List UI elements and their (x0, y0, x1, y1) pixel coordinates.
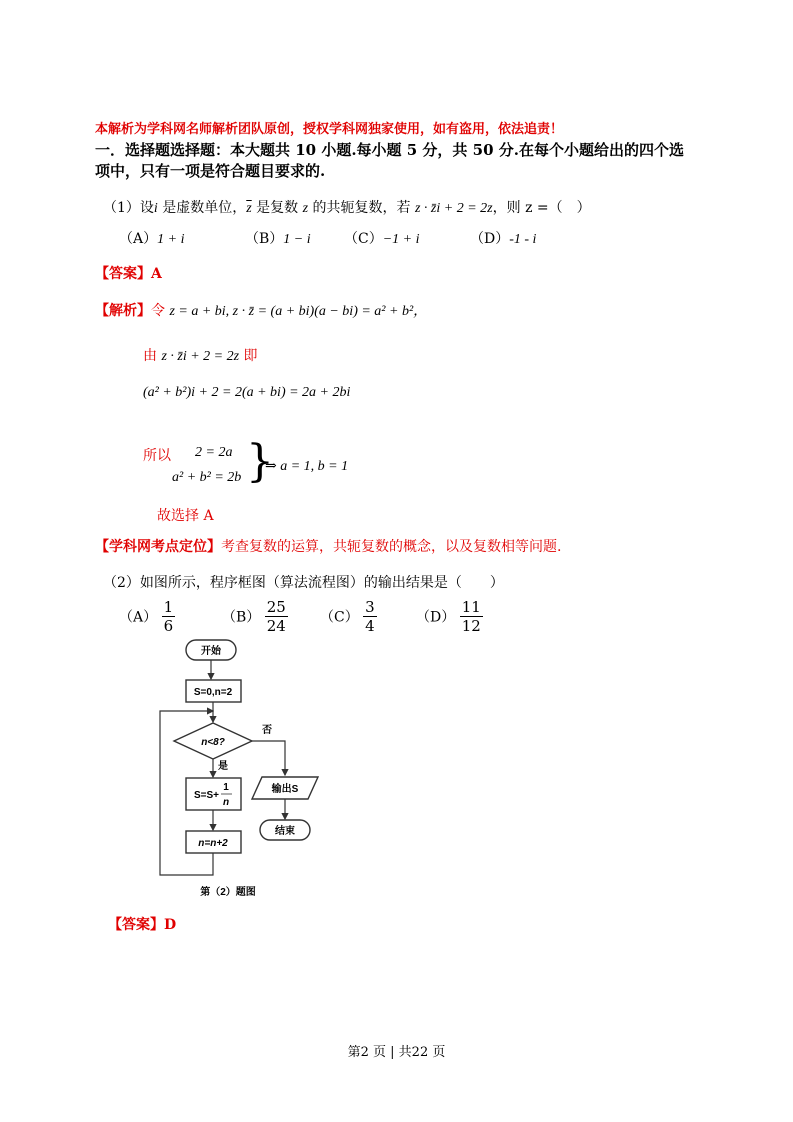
q1-step1-formula: z · z̄i + 2 = 2z (161, 349, 240, 364)
q1-stem-equation: z · z̄i + 2 = 2z (414, 201, 493, 216)
q1-kp-text: 考查复数的运算，共轭复数的概念，以及复数相等问题. (221, 539, 562, 555)
q2-option-c-den: 4 (365, 617, 375, 635)
q1-option-d-label: （D） (470, 231, 510, 247)
q1-stem-mid2: 是复数 (251, 200, 303, 216)
flow-update-den: n (222, 797, 230, 808)
q2-answer-tag: 【答案】 (108, 917, 164, 933)
q1-stem (103, 197, 591, 217)
flow-increment-text: n=n+2 (198, 838, 228, 849)
q1-option-b (245, 228, 311, 248)
copyright-notice: 本解析为学科网名师解析团队原创，授权学科网独家使用，如有盗用，依法追责！ (95, 122, 564, 137)
q1-analysis-tag: 【解析】 (95, 303, 151, 319)
q1-system-line2: a² + b² = 2b (172, 470, 242, 485)
q2-option-a-num: 1 (163, 598, 174, 616)
q1-so-label: 所以 (143, 448, 171, 464)
q1-choose: 故选择 A (157, 508, 214, 524)
q2-stem: （2）如图所示，程序框图（算法流程图）的输出结果是（ ） (103, 575, 504, 591)
flow-output-text: 输出S (271, 784, 299, 795)
q2-option-d-label: （D） (416, 609, 456, 626)
flow-caption: 第（2）题图 (200, 887, 256, 898)
q2-flowchart (150, 635, 350, 905)
flow-update-num: 1 (223, 782, 229, 793)
flow-update-text: S=S+ (194, 790, 220, 801)
q1-knowledge-point (95, 536, 561, 556)
q1-option-a-value: 1 + i (157, 232, 185, 247)
q1-analysis-prefix: 令 (151, 303, 170, 319)
q1-system-result: ⇒ a = 1, b = 1 (265, 459, 349, 474)
q1-step1-prefix: 由 (143, 348, 162, 364)
q2-option-c-fraction (363, 598, 377, 635)
q1-option-d-value: -1 - i (509, 232, 537, 247)
q2-option-d (416, 598, 483, 635)
q1-stem-mid3: 的共轭复数，若 (308, 200, 415, 216)
q1-step2: (a² + b²)i + 2 = 2(a + bi) = 2a + 2bi (143, 385, 351, 400)
q2-option-c-label: （C） (320, 609, 359, 626)
flow-condition-text: n<8? (201, 737, 225, 748)
flow-no-label: 否 (262, 725, 272, 736)
q1-system-brace: } (246, 436, 274, 487)
q1-stem-z: z (302, 201, 309, 216)
flow-yes-label: 是 (218, 761, 228, 772)
q1-system-line1: 2 = 2a (195, 445, 233, 460)
q2-option-c (320, 598, 377, 635)
q2-option-c-num: 3 (365, 598, 375, 616)
q1-answer-value: A (151, 266, 162, 282)
q2-option-b-den: 24 (266, 617, 286, 635)
q1-analysis-formula: z = a + bi, z · z̄ = (a + bi)(a − bi) = a² + b²， (169, 304, 428, 319)
q2-option-d-fraction (460, 598, 483, 635)
q2-option-b-label: （B） (222, 609, 261, 626)
q2-option-b (222, 598, 288, 635)
q1-step1 (143, 345, 258, 365)
q2-answer (108, 914, 176, 934)
q1-option-c-value: −1 + i (382, 232, 420, 247)
q2-option-a-den: 6 (163, 617, 174, 635)
q1-stem-end: ，则 z =（ ） (492, 200, 591, 216)
page-footer: 第2 页 | 共22 页 (347, 1045, 446, 1060)
q1-step1-suffix: 即 (239, 348, 258, 364)
section-title-line1: 一．选择题选择题：本大题共 10 小题.每小题 5 分，共 50 分.在每个小题给出的四个选 (95, 141, 684, 159)
q2-option-b-fraction (265, 598, 288, 635)
q2-option-b-num: 25 (266, 598, 286, 616)
q1-option-b-value: 1 − i (283, 232, 311, 247)
q1-option-a (119, 228, 184, 248)
q1-kp-tag: 【学科网考点定位】 (95, 539, 221, 555)
q1-stem-zbar: $\overline{z}$ (246, 201, 252, 216)
q1-option-a-label: （A） (119, 231, 158, 247)
q1-option-b-label: （B） (245, 231, 284, 247)
q2-option-d-num: 11 (461, 598, 481, 616)
q2-option-a-label: （A） (119, 609, 158, 626)
flow-init-text: S=0,n=2 (193, 687, 233, 698)
q2-option-a-fraction (162, 598, 176, 635)
q1-stem-i: i (153, 201, 158, 216)
flow-start-text: 开始 (201, 646, 221, 657)
q1-answer (95, 263, 162, 283)
q1-stem-mid: 是虚数单位， (157, 200, 247, 216)
q1-option-d (470, 228, 536, 248)
flow-end-text: 结束 (275, 826, 295, 837)
q2-option-d-den: 12 (461, 617, 481, 635)
q2-option-a (119, 598, 175, 635)
q1-option-c (344, 228, 420, 248)
q1-option-c-label: （C） (344, 231, 383, 247)
q1-answer-tag: 【答案】 (95, 266, 151, 282)
q1-stem-prefix: （1）设 (103, 200, 154, 216)
q1-analysis-line1 (95, 300, 427, 320)
section-title-line2: 项中，只有一项是符合题目要求的. (95, 162, 326, 180)
q2-answer-value: D (164, 917, 177, 933)
